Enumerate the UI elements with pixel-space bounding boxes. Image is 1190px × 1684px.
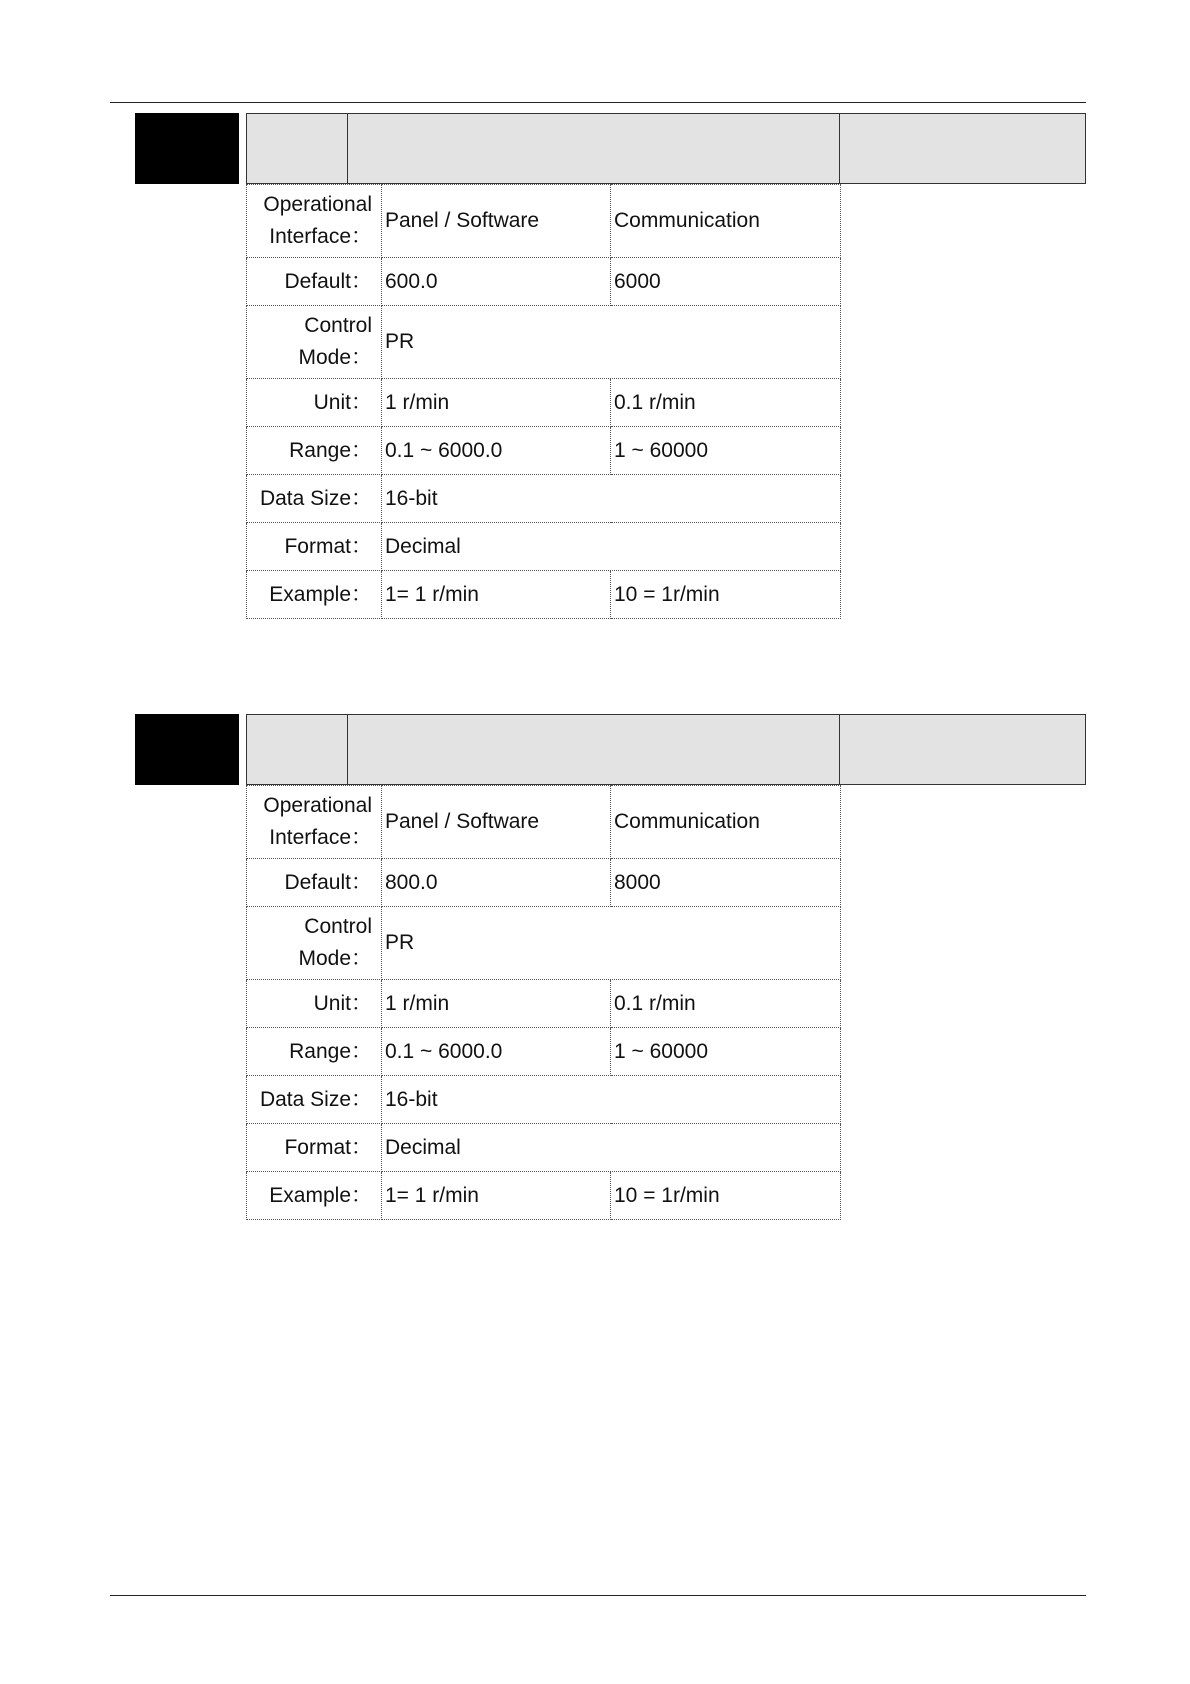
data-size-value: 16-bit xyxy=(382,1076,841,1124)
row-label: Data Size： xyxy=(247,475,382,523)
row-label: Operational Interface： xyxy=(247,786,382,859)
comm-value: 0.1 r/min xyxy=(611,980,841,1028)
row-label: Format： xyxy=(247,523,382,571)
row-label: Format： xyxy=(247,1124,382,1172)
row-label: Default： xyxy=(247,859,382,907)
parameter-code-box xyxy=(135,714,239,785)
table-row xyxy=(247,1172,841,1220)
comm-value: Communication xyxy=(611,185,841,258)
comm-value: 10 = 1r/min xyxy=(611,1172,841,1220)
row-label: Range： xyxy=(247,427,382,475)
header-divider xyxy=(839,114,840,183)
table-row xyxy=(247,980,841,1028)
header-divider xyxy=(839,715,840,784)
panel-value: Panel / Software xyxy=(382,786,611,859)
table-row xyxy=(247,907,841,980)
row-label: Range： xyxy=(247,1028,382,1076)
parameter-header xyxy=(246,714,1086,785)
panel-value: 0.1 ~ 6000.0 xyxy=(382,427,611,475)
table-row xyxy=(247,306,841,379)
format-value: Decimal xyxy=(382,523,841,571)
table-row xyxy=(247,1028,841,1076)
table-row xyxy=(247,185,841,258)
header-divider xyxy=(347,114,348,183)
panel-value: 600.0 xyxy=(382,258,611,306)
row-label: Control Mode： xyxy=(247,306,382,379)
table-row xyxy=(247,571,841,619)
row-label: Example： xyxy=(247,1172,382,1220)
panel-value: Panel / Software xyxy=(382,185,611,258)
table-row xyxy=(247,1076,841,1124)
row-label: Unit： xyxy=(247,980,382,1028)
comm-value: Communication xyxy=(611,786,841,859)
panel-value: 1= 1 r/min xyxy=(382,1172,611,1220)
table-row xyxy=(247,427,841,475)
row-label: Data Size： xyxy=(247,1076,382,1124)
header-divider xyxy=(347,715,348,784)
bottom-rule xyxy=(110,1595,1086,1596)
parameter-block-2 xyxy=(135,714,1086,1231)
row-label: Control Mode： xyxy=(247,907,382,980)
row-label: Operational Interface： xyxy=(247,185,382,258)
row-label: Unit： xyxy=(247,379,382,427)
parameter-block-1 xyxy=(135,113,1086,630)
parameter-header xyxy=(246,113,1086,184)
parameter-code-box xyxy=(135,113,239,184)
row-label: Example： xyxy=(247,571,382,619)
comm-value: 10 = 1r/min xyxy=(611,571,841,619)
panel-value: 1 r/min xyxy=(382,379,611,427)
table-row xyxy=(247,859,841,907)
table-row xyxy=(247,523,841,571)
control-mode-value: PR xyxy=(382,907,841,980)
format-value: Decimal xyxy=(382,1124,841,1172)
table-row xyxy=(247,258,841,306)
control-mode-value: PR xyxy=(382,306,841,379)
table-row xyxy=(247,379,841,427)
panel-value: 1= 1 r/min xyxy=(382,571,611,619)
parameter-table xyxy=(246,785,841,1220)
top-rule xyxy=(110,102,1086,103)
panel-value: 800.0 xyxy=(382,859,611,907)
parameter-table xyxy=(246,184,841,619)
table-row xyxy=(247,786,841,859)
comm-value: 8000 xyxy=(611,859,841,907)
panel-value: 0.1 ~ 6000.0 xyxy=(382,1028,611,1076)
comm-value: 1 ~ 60000 xyxy=(611,1028,841,1076)
comm-value: 6000 xyxy=(611,258,841,306)
comm-value: 0.1 r/min xyxy=(611,379,841,427)
panel-value: 1 r/min xyxy=(382,980,611,1028)
comm-value: 1 ~ 60000 xyxy=(611,427,841,475)
table-row xyxy=(247,475,841,523)
data-size-value: 16-bit xyxy=(382,475,841,523)
row-label: Default： xyxy=(247,258,382,306)
table-row xyxy=(247,1124,841,1172)
